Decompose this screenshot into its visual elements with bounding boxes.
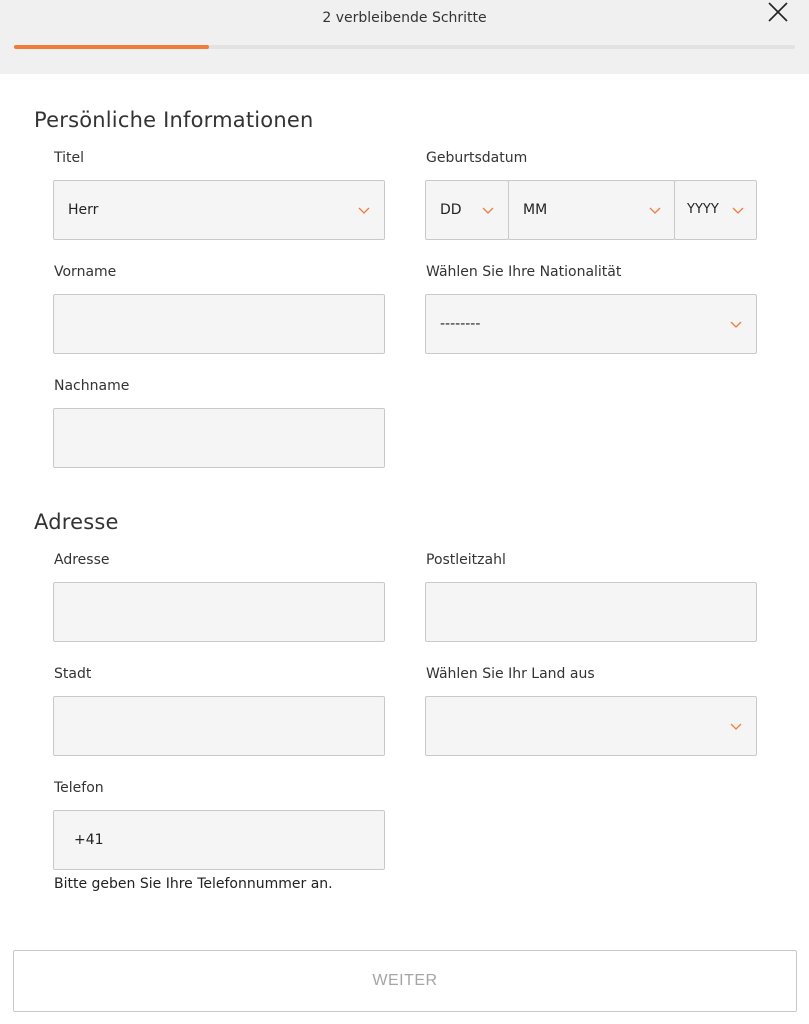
address-field[interactable] (53, 582, 385, 642)
chevron-down-icon (730, 321, 742, 329)
title-select-value: Herr (68, 202, 99, 218)
phone-hint: Bitte geben Sie Ihre Telefonnummer an. (54, 876, 333, 892)
phone-input[interactable] (54, 811, 384, 869)
last-name-field[interactable] (53, 408, 385, 468)
address-heading: Adresse (34, 510, 119, 534)
first-name-input[interactable] (54, 295, 384, 353)
zip-input[interactable] (426, 583, 756, 641)
first-name-label: Vorname (54, 264, 117, 280)
city-input[interactable] (54, 697, 384, 755)
nationality-select-value: -------- (440, 316, 481, 332)
dob-month-value: MM (523, 202, 548, 218)
city-label: Stadt (54, 666, 92, 682)
phone-label: Telefon (54, 780, 104, 796)
address-label: Adresse (54, 552, 110, 568)
address-input[interactable] (54, 583, 384, 641)
nationality-label: Wählen Sie Ihre Nationalität (426, 264, 622, 280)
last-name-label: Nachname (54, 378, 130, 394)
first-name-field[interactable] (53, 294, 385, 354)
country-select[interactable] (425, 696, 757, 756)
dob-month-select[interactable] (508, 180, 675, 240)
dob-day-select[interactable] (425, 180, 509, 240)
last-name-input[interactable] (54, 409, 384, 467)
chevron-down-icon (482, 207, 494, 215)
progress-bar-fill (14, 45, 209, 49)
zip-label: Postleitzahl (426, 552, 506, 568)
chevron-down-icon (730, 723, 742, 731)
steps-remaining-text: 2 verbleibende Schritte (322, 10, 487, 26)
chevron-down-icon (358, 207, 370, 215)
next-button[interactable]: WEITER (13, 950, 797, 1012)
chevron-down-icon (732, 207, 744, 215)
nationality-select[interactable] (425, 294, 757, 354)
phone-field[interactable] (53, 810, 385, 870)
dob-year-select[interactable] (674, 180, 757, 240)
country-label: Wählen Sie Ihr Land aus (426, 666, 595, 682)
dob-year-value: YYYY (687, 202, 719, 217)
chevron-down-icon (649, 207, 661, 215)
title-label: Titel (54, 150, 85, 166)
dob-label: Geburtsdatum (426, 150, 528, 166)
dob-day-value: DD (440, 202, 462, 218)
zip-field[interactable] (425, 582, 757, 642)
top-bar (0, 0, 809, 74)
personal-info-heading: Persönliche Informationen (34, 108, 314, 132)
progress-bar (14, 45, 795, 49)
city-field[interactable] (53, 696, 385, 756)
close-icon[interactable] (765, 0, 791, 26)
title-select[interactable] (53, 180, 385, 240)
